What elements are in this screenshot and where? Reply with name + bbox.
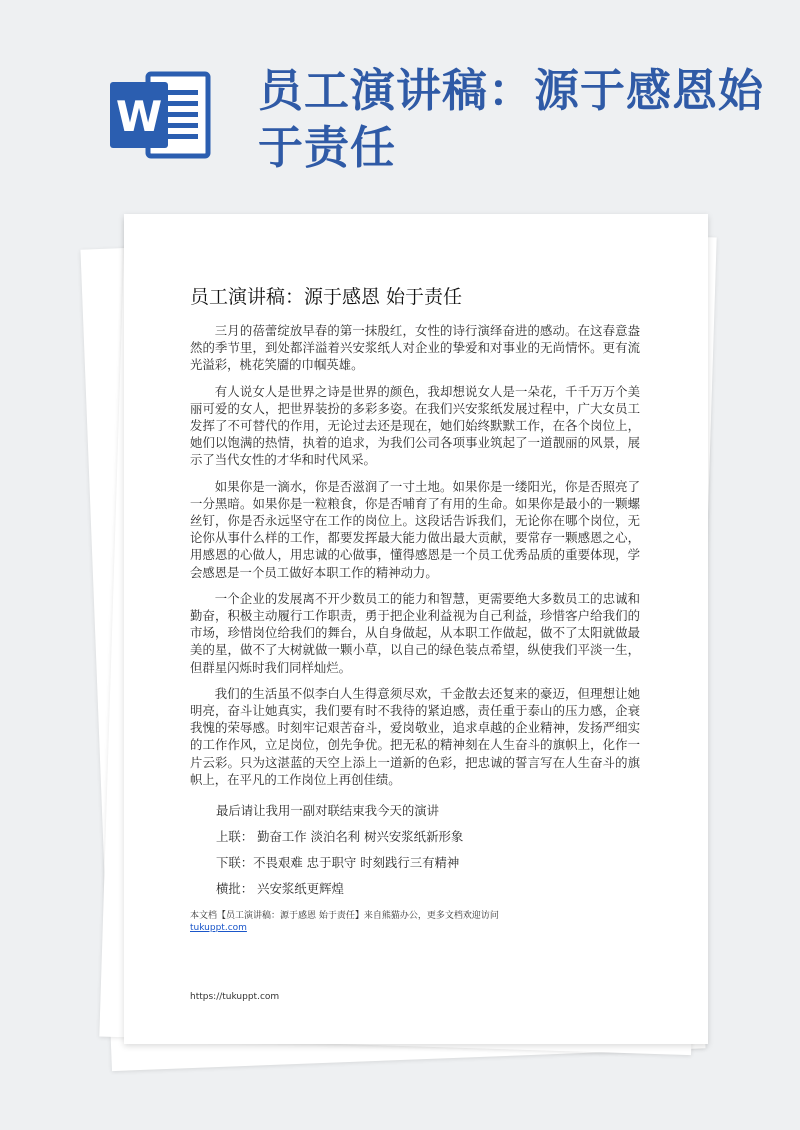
lower-couplet: 下联：不畏艰难 忠于职守 时刻践行三有精神 — [216, 855, 460, 870]
closing-line: 最后请让我用一副对联结束我今天的演讲 — [216, 803, 440, 818]
couplet-block — [216, 798, 463, 902]
horizontal-scroll: 横批： 兴安浆纸更辉煌 — [216, 881, 344, 896]
icon-letter: W — [115, 92, 163, 141]
document-title: 员工演讲稿：源于感恩 始于责任 — [190, 286, 463, 308]
upper-couplet: 上联： 勤奋工作 淡泊名利 树兴安浆纸新形象 — [216, 829, 464, 844]
page-url: https://tukuppt.com — [190, 992, 280, 1002]
paragraph-2: 有人说女人是世界之诗是世界的颜色，我却想说女人是一朵花，千千万万个美丽可爱的女人，把世界装扮的多彩多姿。在我们兴安浆纸发展过程中，广大女员工发挥了不可替代的作用，无论过去还是现在，她们始终默默工作，在各个岗位上，她们以饱满的热情，执着的追求，为我们公司各项事业筑起了一道靓丽的风景，展示了当代女性的才华和时代风采。 — [190, 383, 640, 468]
paragraph-3: 如果你是一滴水，你是否滋润了一寸土地。如果你是一缕阳光，你是否照亮了一分黑暗。如果你是一粒粮食，你是否哺育了有用的生命。如果你是最小的一颗螺丝钉，你是否永远坚守在工作的岗位上。这段话告诉我们，无论你在哪个岗位，无论你从事什么样的工作，都要发挥最大能力做出最大贡献，要常存一颗感恩之心，用感恩的心做人，用忠诚的心做事，懂得感恩是一个员工优秀品质的重要体现，学会感恩是一个员工做好本职工作的精神动力。 — [190, 478, 640, 580]
paragraph-5: 我们的生活虽不似李白人生得意须尽欢，千金散去还复来的豪迈，但理想让她明亮，奋斗让她真实，我们要有时不我待的紧迫感，责任重于泰山的压力感，企衰我愧的荣辱感。时刻牢记艰苦奋斗，爱岗敬业，追求卓越的企业精神，发扬严细实的工作作风，立足岗位，创先争优。把无私的精神刻在人生奋斗的旗帜上，化作一片云彩。只为这湛蓝的天空上添上一道新的色彩，把忠诚的誓言写在人生奋斗的旗帜上，在平凡的工作岗位上再创佳绩。 — [190, 685, 640, 787]
source-note — [190, 910, 640, 934]
word-document-icon — [108, 70, 212, 160]
paragraph-4: 一个企业的发展离不开少数员工的能力和智慧，更需要绝大多数员工的忠诚和勤奋，积极主动履行工作职责，勇于把企业利益视为自己利益，珍惜客户给我们的市场，珍惜岗位给我们的舞台，从自身做起，从本职工作做起，做不了太阳就做最美的星，做不了大树就做一颗小草，以自己的绿色装点希望，纵使我们平淡一生，但群星闪烁时我们同样灿烂。 — [190, 590, 640, 675]
document-body — [190, 322, 640, 797]
paragraph-1: 三月的蓓蕾绽放早春的第一抹殷红，女性的诗行演绎奋进的感动。在这春意盎然的季节里，到处都洋溢着兴安浆纸人对企业的挚爱和对事业的无尚情怀。更有流光溢彩，桃花笑靥的巾帼英雄。 — [190, 323, 640, 373]
source-note-text: 本文档【员工演讲稿：源于感恩 始于责任】来自熊猫办公，更多文档欢迎访问 — [190, 911, 499, 921]
page-headline: 员工演讲稿：源于感恩始于责任 — [258, 64, 765, 174]
source-link[interactable]: tukuppt.com — [190, 923, 247, 933]
